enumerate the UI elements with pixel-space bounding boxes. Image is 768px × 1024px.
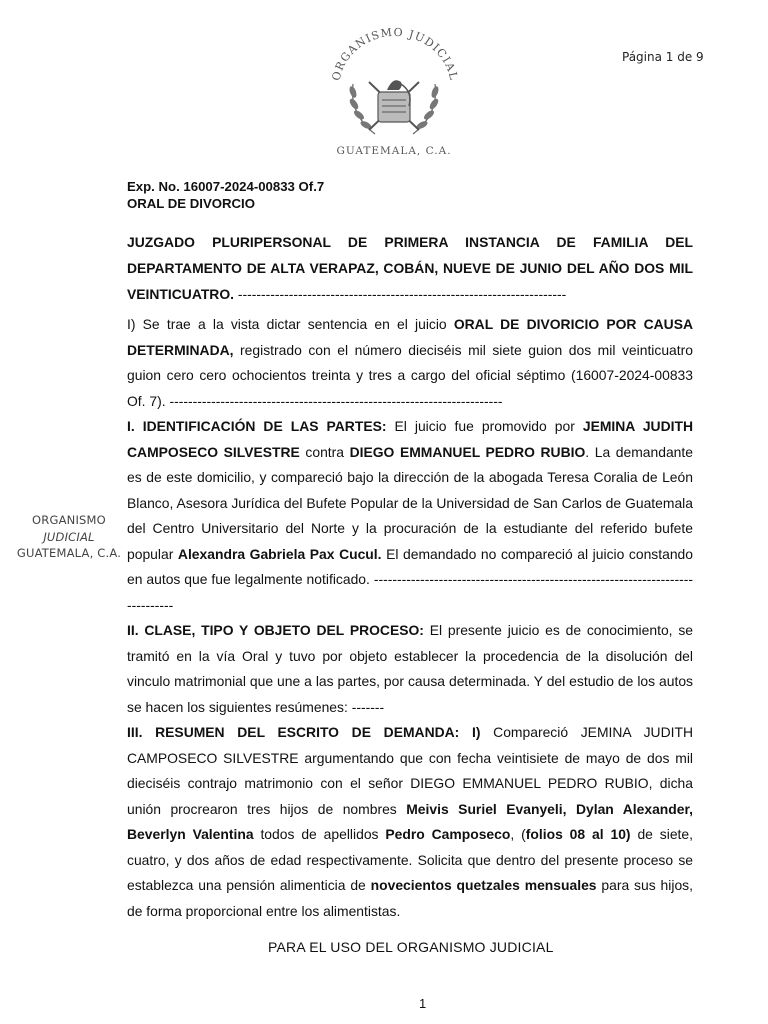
folios-ref: folios 08 al 10)	[525, 826, 631, 842]
children-names: Meivis Suriel Evanyeli, Dylan Alexander, Beverlyn Valentina	[127, 800, 693, 842]
side-stamp	[14, 512, 124, 562]
defendant-name: DIEGO EMMANUEL PEDRO RUBIO	[349, 443, 586, 460]
student-name: Alexandra Gabriela Pax Cucul.	[177, 545, 382, 562]
paragraph-parties	[127, 414, 693, 618]
text-run-bold: ORAL DE DIVORICIO POR CAUSA DETERMINADA,	[127, 316, 693, 358]
text-run: todos de apellidos	[253, 826, 386, 842]
paragraph-process	[127, 618, 693, 720]
text-run: de siete, cuatro, y dos años de edad respectivamente. Solicita que dentro del presente proceso se establezca una pensión alimenticia de	[127, 826, 693, 893]
judicial-seal-logo	[323, 26, 465, 160]
footer-text: PARA EL USO DEL ORGANISMO JUDICIAL	[268, 939, 554, 955]
text-run: El presente juicio es de conocimiento, se tramitó en la vía Oral y tuvo por objeto establecer la procedencia de la disolución del vinculo matrimonial que une a las partes, por causa determinada. Y del estudio de los autos se hacen los siguientes resúmenes: -------	[127, 622, 693, 715]
court-dashes: -----------------------------------------------------------------------	[234, 286, 567, 302]
section-heading: III. RESUMEN DEL ESCRITO DE DEMANDA: I)	[127, 724, 481, 740]
text-run: El juicio fue promovido por	[386, 418, 583, 434]
court-heading	[127, 229, 693, 307]
text-run: I) Se trae a la vista dictar sentencia en el juicio	[127, 316, 454, 332]
text-run: . La demandante es de este domicilio, y compareció bajo la dirección de la abogada Teresa Coralia de León Blanco, Asesora Jurídica del Bufete Popular de la Universidad de San Carlos de Guatemala del Centro Universitario del Norte y la procuración de la estudiante del referido bufete popular	[127, 443, 693, 562]
text-run: , (	[510, 826, 526, 842]
case-type: ORAL DE DIVORCIO	[127, 196, 255, 211]
text-run: Compareció JEMINA JUDITH CAMPOSECO SILVESTRE argumentando que con fecha veintisiete de mayo de dos mil dieciséis contrajo matrimonio con el señor DIEGO EMMANUEL PEDRO RUBIO, dicha unión procrearon tres hijos de nombres	[127, 724, 693, 817]
sentence-body	[127, 312, 693, 924]
page-counter: Página 1 de 9	[622, 50, 704, 64]
text-run: registrado con el número dieciséis mil siete guion dos mil veinticuatro guion cero cero ochocientos treinta y tres a cargo del oficial séptimo (16007-2024-00833 Of. 7). ------------------------------------------------------------------------	[127, 341, 693, 409]
page-number: 1	[419, 996, 427, 1011]
side-stamp-line-2: JUDICIAL	[43, 529, 95, 544]
pension-amount: novecientos quetzales mensuales	[370, 877, 597, 893]
seal-arc-text: ORGANISMO JUDICIAL	[329, 26, 461, 82]
paragraph-intro	[127, 312, 693, 414]
section-heading: I. IDENTIFICACIÓN DE LAS PARTES:	[127, 418, 387, 434]
children-surname: Pedro Camposeco	[385, 826, 511, 842]
seal-bottom-text: GUATEMALA, C.A.	[336, 145, 452, 157]
case-header	[127, 178, 693, 212]
plaintiff-name: JEMINA JUDITH CAMPOSECO SILVESTRE	[127, 418, 693, 460]
section-heading: II. CLASE, TIPO Y OBJETO DEL PROCESO:	[127, 622, 424, 638]
court-text: JUZGADO PLURIPERSONAL DE PRIMERA INSTANCIA DE FAMILIA DEL DEPARTAMENTO DE ALTA VERAPAZ, COBÁN, NUEVE DE JUNIO DEL AÑO DOS MIL VEINTICUATRO.	[127, 234, 693, 302]
paragraph-claim	[127, 720, 693, 924]
side-stamp-line-1: ORGANISMO	[32, 513, 106, 527]
svg-text:ORGANISMO JUDICIAL	[330, 26, 461, 82]
case-number: Exp. No. 16007-2024-00833 Of.7	[127, 179, 325, 194]
text-run: El demandado no compareció al juicio constando en autos que fue legalmente notificado. -------------------------------------------------------------------------------	[127, 545, 693, 613]
text-run: contra	[299, 443, 350, 460]
side-stamp-line-3: GUATEMALA, C.A.	[16, 546, 122, 561]
text-run: para sus hijos, de forma proporcional entre los alimentistas.	[127, 877, 693, 919]
